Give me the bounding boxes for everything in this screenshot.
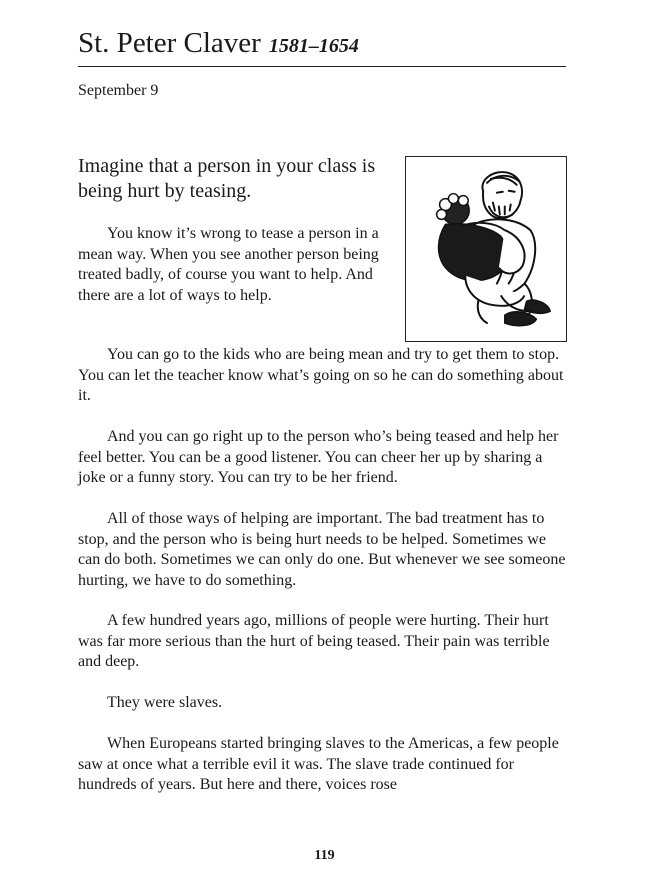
paragraph-2: You can go to the kids who are being mean and try to get them to stop. You can let the teacher know what’s going on so he can do something about it. xyxy=(78,346,564,405)
paragraph-6: They were slaves. xyxy=(107,694,223,711)
page-number: 119 xyxy=(314,848,335,863)
page-header xyxy=(78,26,566,67)
page-title xyxy=(78,26,359,63)
embrace-illustration-icon xyxy=(406,157,566,341)
paragraph-4: All of those ways of helping are important. The bad treatment has to stop, and the person who is being hurt needs to be helped. Sometimes we can do both. Sometimes we can only do one. But whenever we see someone hurting, we have to do something. xyxy=(78,510,566,589)
paragraph-7: When Europeans started bringing slaves to the Americas, a few people saw at once what a terrible evil it was. The slave trade continued for hundreds of years. But here and there, voices rose xyxy=(78,735,559,794)
feast-date: September 9 xyxy=(78,82,159,99)
intro-heading: Imagine that a person in your class is being hurt by teasing. xyxy=(78,155,376,202)
paragraph-1: You know it’s wrong to tease a person in a mean way. When you see another person being treated badly, of course you want to help. And there are a lot of ways to help. xyxy=(78,225,379,304)
illustration xyxy=(405,156,567,342)
saint-name: St. Peter Claver xyxy=(78,27,261,59)
paragraph-3: And you can go right up to the person who’s being teased and help her feel better. You can be a good listener. You can cheer her up by sharing a joke or a funny story. You can try to be her friend. xyxy=(78,428,559,487)
paragraph-5: A few hundred years ago, millions of people were hurting. Their hurt was far more serious than the hurt of being teased. Their pain was terrible and deep. xyxy=(78,612,550,671)
saint-years: 1581–1654 xyxy=(268,35,359,57)
